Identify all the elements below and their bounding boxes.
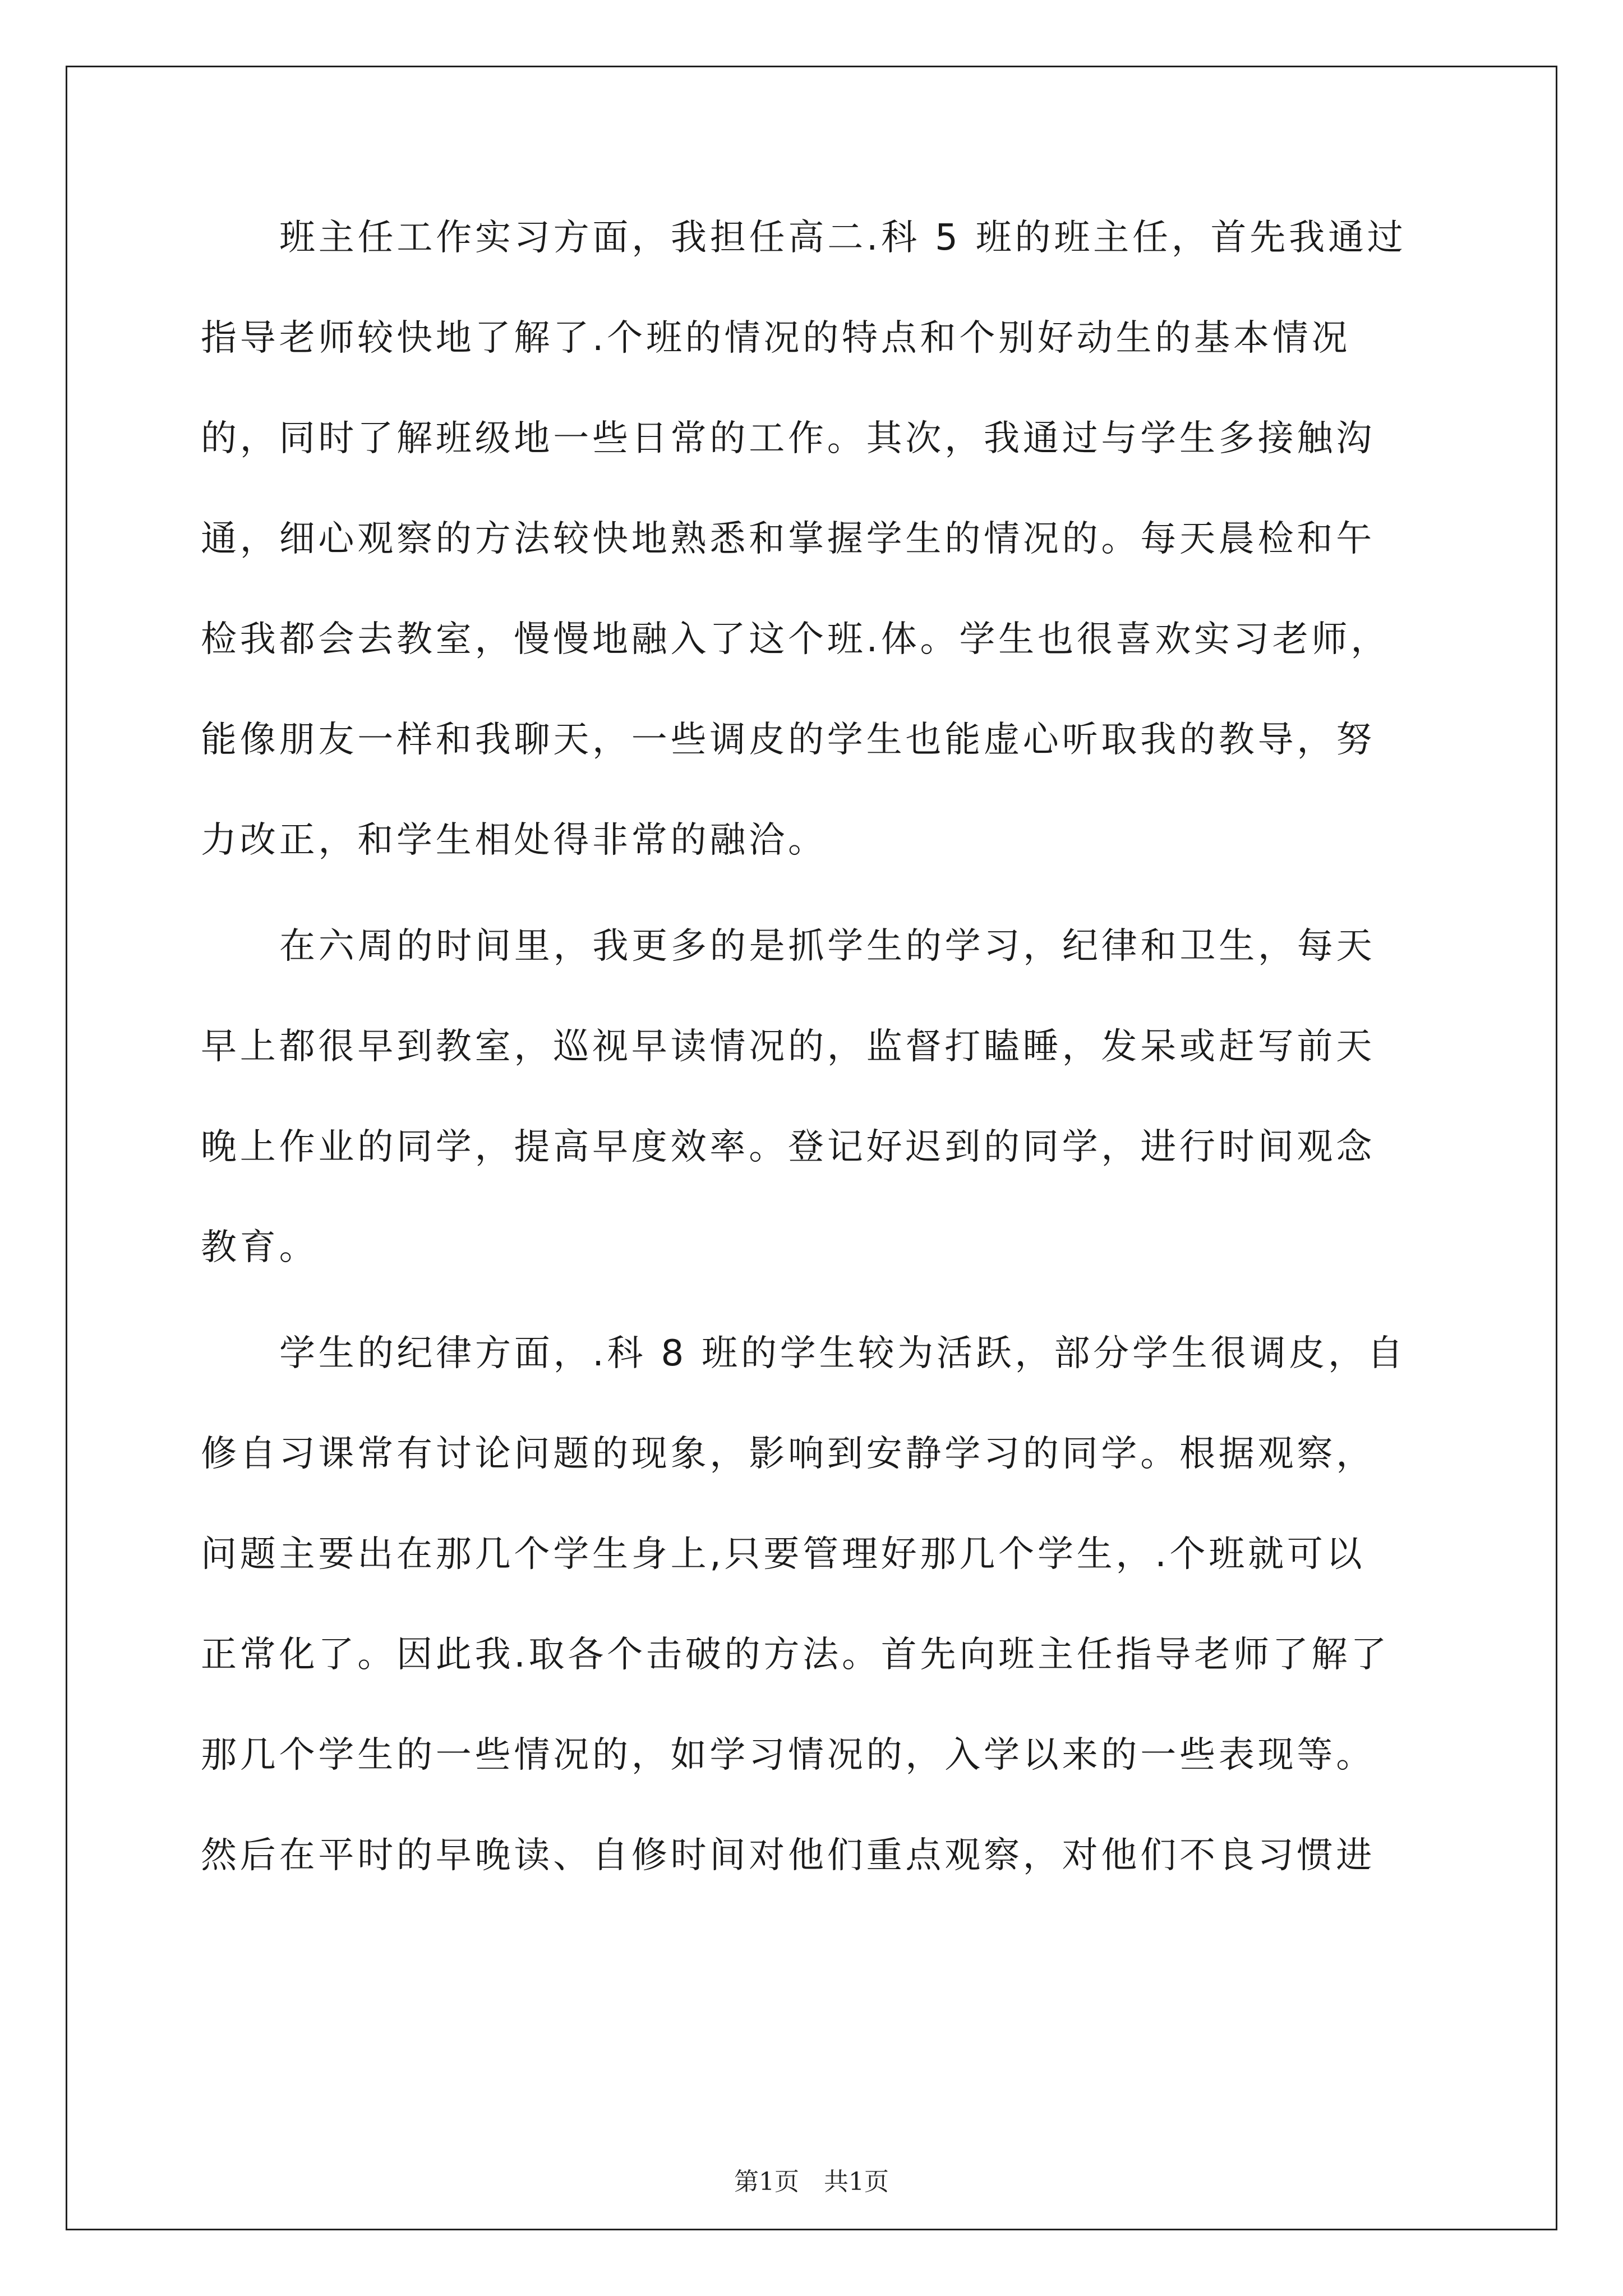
text-line: 指导老师较快地了解了.个班的情况的特点和个别好动生的基本情况 xyxy=(201,318,1351,359)
text-line: 在六周的时间里，我更多的是抓学生的学习，纪律和卫生，每天 xyxy=(279,926,1376,967)
text-line: 的，同时了解班级地一些日常的工作。其次，我通过与学生多接触沟 xyxy=(201,418,1375,459)
text-line: 班主任工作实习方面，我担任高二.科 5 班的班主任，首先我通过 xyxy=(279,217,1407,259)
text-line: 学生的纪律方面，.科 8 班的学生较为活跃，部分学生很调皮，自 xyxy=(279,1333,1407,1374)
text-line: 然后在平时的早晚读、自修时间对他们重点观察，对他们不良习惯进 xyxy=(201,1835,1375,1876)
text-line: 修自习课常有讨论问题的现象，影响到安静学习的同学。根据观察， xyxy=(201,1433,1375,1475)
text-line: 力改正，和学生相处得非常的融洽。 xyxy=(201,820,827,861)
text-line: 那几个学生的一些情况的，如学习情况的，入学以来的一些表现等。 xyxy=(201,1734,1375,1776)
text-line: 问题主要出在那几个学生身上,只要管理好那几个学生，.个班就可以 xyxy=(201,1534,1366,1575)
text-line: 教育。 xyxy=(201,1227,319,1268)
text-line: 通，细心观察的方法较快地熟悉和掌握学生的情况的。每天晨检和午 xyxy=(201,518,1375,560)
page-number-footer: 第1页 共1页 xyxy=(734,2168,889,2196)
document-body xyxy=(201,217,1429,1938)
text-line: 能像朋友一样和我聊天，一些调皮的学生也能虚心听取我的教导，努 xyxy=(201,719,1375,761)
paragraph-1 xyxy=(201,217,1429,923)
text-line: 早上都很早到教室，巡视早读情况的，监督打瞌睡，发呆或赶写前天 xyxy=(201,1026,1375,1068)
paragraph-3 xyxy=(201,1333,1429,1938)
paragraph-2 xyxy=(201,928,1429,1330)
text-line: 正常化了。因此我.取各个击破的方法。首先向班主任指导老师了解了 xyxy=(201,1634,1390,1676)
text-line: 晚上作业的同学，提高早度效率。登记好迟到的同学，进行时间观念 xyxy=(201,1126,1375,1168)
text-line: 检我都会去教室，慢慢地融入了这个班.体。学生也很喜欢实习老师， xyxy=(201,619,1390,660)
